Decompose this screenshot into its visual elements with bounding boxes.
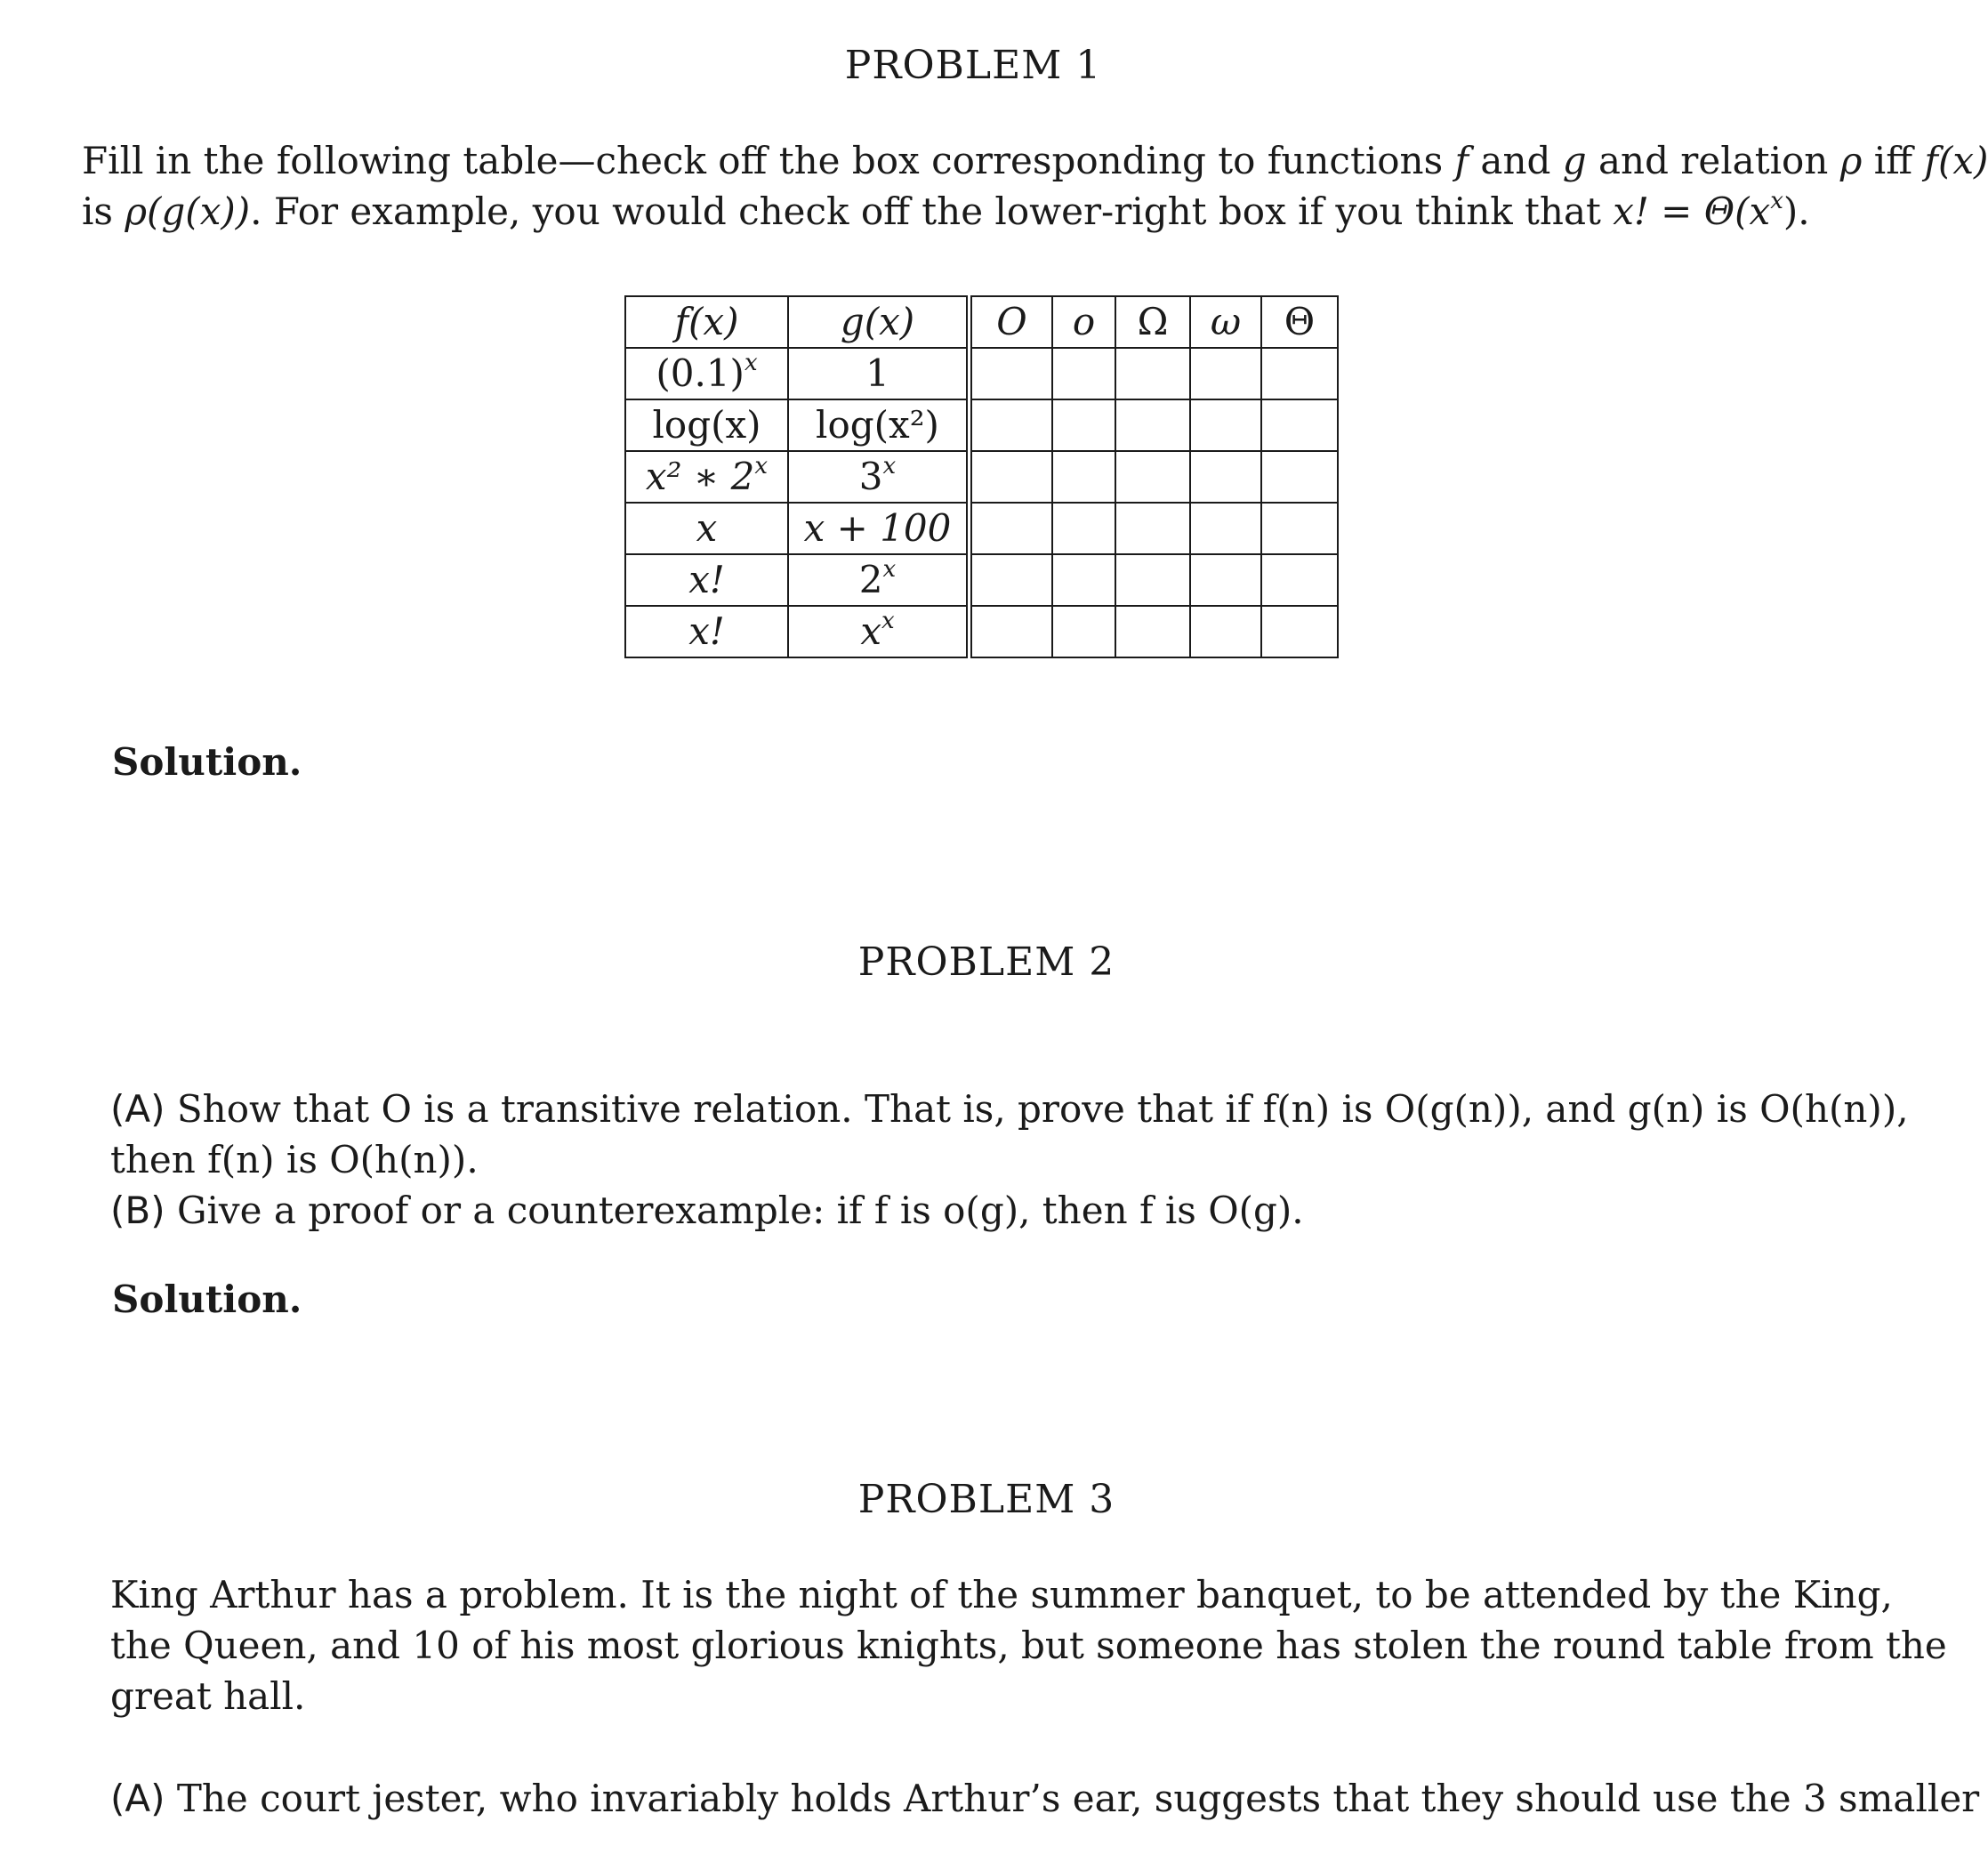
- problem-1-solution-label: Solution.: [112, 740, 302, 784]
- problem-1-heading: PROBLEM 1: [844, 43, 1102, 88]
- intro-g: g: [1562, 139, 1587, 182]
- intro-fx: f(x): [1924, 139, 1988, 182]
- row-1-f-sup: x: [744, 350, 758, 376]
- row-4-g-text: x + 100: [803, 506, 952, 550]
- row-5-check-big-o[interactable]: [970, 554, 1053, 606]
- table-row: [625, 348, 1338, 399]
- row-3-f-text: x² ∗ 2: [645, 455, 755, 498]
- header-big-omega: Ω: [1115, 296, 1190, 348]
- row-1-f-text: (0.1): [656, 351, 744, 395]
- problem-2-b-text: Give a proof or a counterexample: if f is o(g), then f is O(g).: [165, 1189, 1304, 1232]
- row-2-check-theta[interactable]: [1261, 399, 1338, 451]
- problem-2-a-line-2: then f(n) is O(h(n)).: [110, 1138, 479, 1181]
- intro-iff: iff: [1862, 139, 1925, 182]
- table-row: [625, 554, 1338, 606]
- problem-2-a-text: Show that O is a transitive relation. That is, prove that if f(n) is O(g(n)), and g(n) is O(h(n)),: [165, 1087, 1909, 1131]
- row-3-check-theta[interactable]: [1261, 451, 1338, 503]
- row-3-check-little-omega[interactable]: [1190, 451, 1261, 503]
- problem-2-heading: PROBLEM 2: [857, 939, 1115, 985]
- row-6-check-big-omega[interactable]: [1115, 606, 1190, 657]
- row-1-check-little-omega[interactable]: [1190, 348, 1261, 399]
- row-4-check-little-o[interactable]: [1052, 503, 1115, 554]
- intro-and: and: [1469, 139, 1563, 182]
- header-gx: g(x): [788, 296, 970, 348]
- problem-1-intro-line-2: [82, 186, 1831, 237]
- row-2-g-text: log(x²): [816, 403, 939, 447]
- table-row: [625, 503, 1338, 554]
- row-5-g-text: 2: [858, 558, 883, 601]
- row-6-g-sup: x: [881, 608, 895, 634]
- row-2-check-little-o[interactable]: [1052, 399, 1115, 451]
- table-header-row: [625, 296, 1338, 348]
- row-4-f: [625, 503, 788, 554]
- problem-3-intro-line-3: great hall.: [110, 1674, 306, 1718]
- problem-2-solution-label: Solution.: [112, 1278, 302, 1321]
- asymptotic-relation-table: [624, 295, 1339, 658]
- table-row: [625, 451, 1338, 503]
- problem-3-intro: [110, 1569, 1947, 1721]
- header-little-o: o: [1052, 296, 1115, 348]
- problem-2-a-line-1: [110, 1084, 1909, 1134]
- row-6-check-theta[interactable]: [1261, 606, 1338, 657]
- row-6-check-little-omega[interactable]: [1190, 606, 1261, 657]
- row-1-check-theta[interactable]: [1261, 348, 1338, 399]
- problem-2-b-label: (B): [110, 1189, 165, 1232]
- problem-3-part-a: [110, 1773, 1980, 1824]
- row-3-f: [625, 451, 788, 503]
- row-5-f-text: x!: [688, 558, 725, 601]
- row-6-f-text: x!: [688, 609, 725, 653]
- row-5-f: [625, 554, 788, 606]
- row-4-check-theta[interactable]: [1261, 503, 1338, 554]
- header-fx: f(x): [625, 296, 788, 348]
- row-1-g-text: 1: [865, 351, 889, 395]
- problem-1-intro: [82, 135, 1988, 237]
- header-big-o: O: [970, 296, 1053, 348]
- row-5-g: [788, 554, 970, 606]
- problem-3-a-text: The court jester, who invariably holds Arthur’s ear, suggests that they should use the 3 smaller: [165, 1777, 1980, 1820]
- row-3-f-sup: x: [754, 453, 769, 480]
- row-5-g-sup: x: [882, 556, 897, 583]
- row-4-check-big-o[interactable]: [970, 503, 1053, 554]
- intro-example-text: . For example, you would check off the lower-right box if you think that: [250, 189, 1614, 233]
- header-little-omega: ω: [1190, 296, 1261, 348]
- intro-rho: ρ: [1839, 139, 1863, 182]
- row-3-check-big-omega[interactable]: [1115, 451, 1190, 503]
- row-1-f: [625, 348, 788, 399]
- row-3-g: [788, 451, 970, 503]
- row-6-check-little-o[interactable]: [1052, 606, 1115, 657]
- intro-relation: and relation: [1586, 139, 1840, 182]
- intro-text: Fill in the following table—check off the box corresponding to functions: [82, 139, 1455, 182]
- problem-3-intro-line-1: King Arthur has a problem. It is the night of the summer banquet, to be attended by the King,: [110, 1573, 1893, 1616]
- row-3-check-big-o[interactable]: [970, 451, 1053, 503]
- row-2-check-little-omega[interactable]: [1190, 399, 1261, 451]
- row-2-f: [625, 399, 788, 451]
- row-1-g: [788, 348, 970, 399]
- row-2-f-text: log(x): [652, 403, 761, 447]
- row-2-check-big-omega[interactable]: [1115, 399, 1190, 451]
- intro-example-math: x! = Θ(x: [1613, 189, 1771, 233]
- row-5-check-little-omega[interactable]: [1190, 554, 1261, 606]
- row-6-f: [625, 606, 788, 657]
- row-6-check-big-o[interactable]: [970, 606, 1053, 657]
- problem-3-a-label: (A): [110, 1777, 165, 1820]
- row-2-g: [788, 399, 970, 451]
- row-2-check-big-o[interactable]: [970, 399, 1053, 451]
- intro-example-end: ).: [1783, 189, 1810, 233]
- problem-1-intro-line-1: [82, 135, 1988, 186]
- row-3-g-text: 3: [858, 455, 883, 498]
- row-4-g: [788, 503, 970, 554]
- row-4-check-big-omega[interactable]: [1115, 503, 1190, 554]
- intro-is: is: [82, 189, 125, 233]
- row-3-g-sup: x: [882, 453, 897, 480]
- intro-example-sup: x: [1770, 188, 1783, 214]
- problem-2-body: [110, 1084, 1909, 1236]
- row-4-check-little-omega[interactable]: [1190, 503, 1261, 554]
- row-1-check-big-o[interactable]: [970, 348, 1053, 399]
- problem-3-intro-line-2: the Queen, and 10 of his most glorious knights, but someone has stolen the round table from the: [110, 1624, 1947, 1667]
- row-5-check-big-omega[interactable]: [1115, 554, 1190, 606]
- row-6-g-text: x: [860, 609, 881, 653]
- table-row: [625, 606, 1338, 657]
- row-5-check-little-o[interactable]: [1052, 554, 1115, 606]
- table-row: [625, 399, 1338, 451]
- problem-2-b-line: [110, 1185, 1849, 1236]
- intro-rho-gx: ρ(g(x)): [125, 189, 251, 233]
- problem-3-heading: PROBLEM 3: [857, 1477, 1115, 1522]
- problem-3-a-line: [110, 1773, 1980, 1824]
- row-1-check-little-o[interactable]: [1052, 348, 1115, 399]
- intro-f: f: [1454, 139, 1469, 182]
- row-3-check-little-o[interactable]: [1052, 451, 1115, 503]
- problem-2-a-label: (A): [110, 1087, 165, 1131]
- row-4-f-text: x: [696, 506, 718, 550]
- header-theta: Θ: [1261, 296, 1338, 348]
- row-6-g: [788, 606, 970, 657]
- row-5-check-theta[interactable]: [1261, 554, 1338, 606]
- row-1-check-big-omega[interactable]: [1115, 348, 1190, 399]
